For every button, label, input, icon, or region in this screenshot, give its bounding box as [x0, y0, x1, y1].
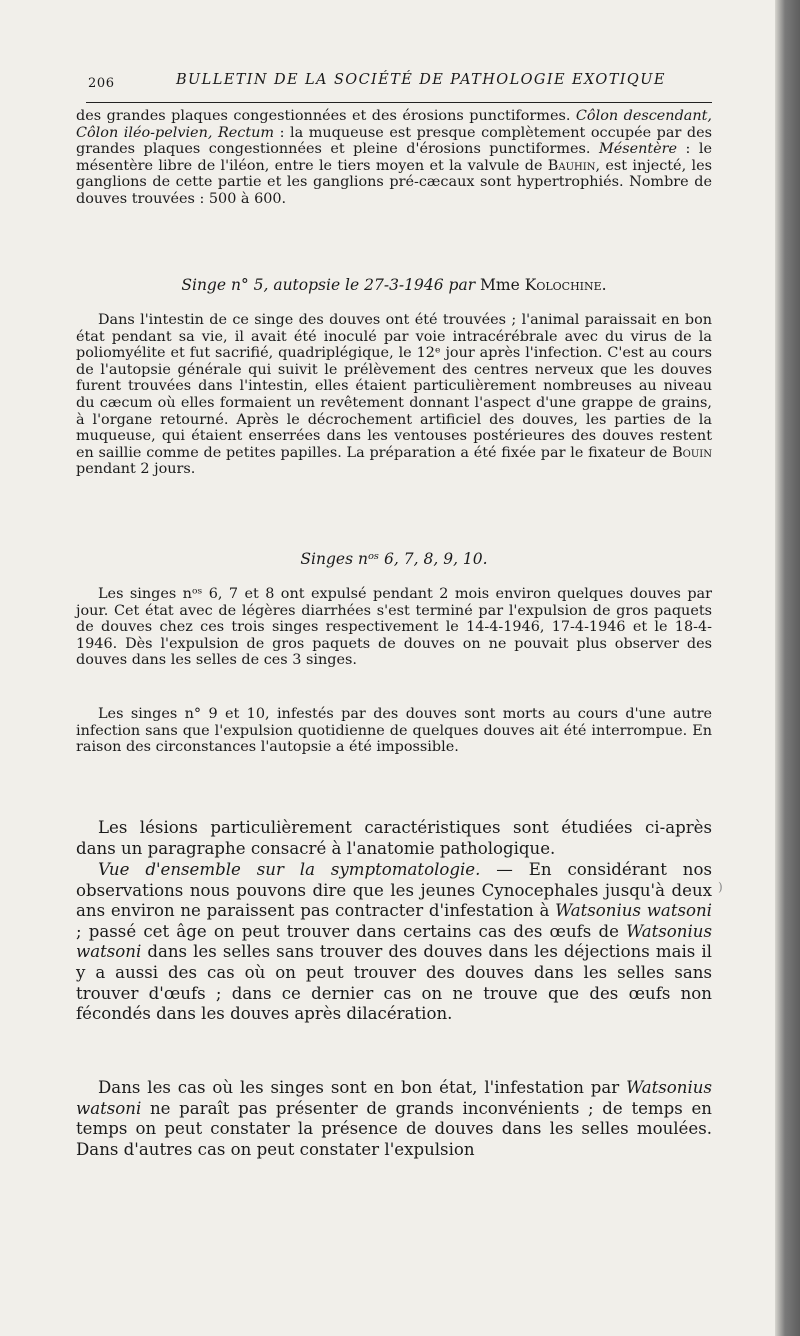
paragraph-cas — [76, 1078, 712, 1160]
paragraph-symptomatologie — [76, 860, 712, 1025]
singe5-text-1: Dans l'intestin de ce singe des douves ont été trouvées ; l'animal paraissait en bon état pendant sa vie, il avait été inoculé par voie intracérébrale avec du virus de la poliomyélite et fut sacrifié, quadriplégique, le 12ᵉ jour après l'infection. C'est au cours de l'autopsie générale qui suivit le prélèvement des centres nerveux que les douves furent trouvées dans l'intestin, elles étaient particulièrement nombreuses au niveau du cæcum où elles formaient un revêtement donnant l'aspect d'une grappe de grains, à l'organe retourné. Après le décrochement artificiel des douves, les parties de la muqueuse, qui étaient enserrées dans les ventouses postérieures des douves restent en saillie comme de petites papilles. La préparation a été fixée par le fixateur de — [76, 312, 712, 461]
intro-italic-1: Côlon descendant, Côlon iléo-pelvien, Rectum — [76, 108, 712, 141]
intro-text-1: des grandes plaques congestionnées et des érosions punctiformes. — [76, 108, 576, 124]
cas-text-2: ne paraît pas présenter de grands inconvénients ; de temps en temps on peut constater la présence de douves dans les selles moulées. Dans d'autres cas on peut constater l'expulsion — [76, 1098, 712, 1159]
paragraph-singes-b — [76, 706, 712, 756]
intro-text-4: , est injecté, les ganglions de cette partie et les ganglions pré-cæcaux sont hypertrophiés. Nombre de douves trouvées : 500 à 600. — [76, 157, 712, 207]
heading-singes-6-10-text: Singes nᵒˢ 6, 7, 8, 9, 10. — [300, 550, 488, 568]
heading-singes-6-10 — [76, 550, 712, 568]
intro-text-2: : la muqueuse est presque complètement occupée par des grandes plaques congestionnées et pleine d'érosions punctiformes. — [76, 124, 713, 158]
cas-text-1: Dans les cas où les singes sont en bon état, l'infestation par — [98, 1078, 627, 1097]
heading-singe-5-end: . — [601, 276, 607, 294]
vue-italic-2: Watsonius watsoni — [555, 901, 712, 921]
intro-italic-2: Mésentère — [598, 141, 678, 158]
journal-title: BULLETIN DE LA SOCIÉTÉ DE PATHOLOGIE EXOTIQUE — [176, 72, 666, 88]
paragraph-lesions — [76, 818, 712, 859]
paragraph-singes-a — [76, 586, 712, 669]
singe5-text-2: pendant 2 jours. — [76, 461, 196, 478]
margin-mark: ) — [718, 880, 723, 894]
vue-text-2: ; passé cet âge on peut trouver dans certains cas des œufs de — [76, 921, 627, 941]
page-number: 206 — [88, 76, 115, 91]
heading-singe-5 — [76, 276, 712, 294]
cas-italic-1: Watsonius watsoni — [76, 1078, 712, 1118]
heading-singe-5-text: Mme — [475, 276, 525, 294]
vue-italic-title: Vue d'ensemble sur la symptomatologie. — [98, 860, 481, 879]
vue-text-3: dans les selles sans trouver des douves dans les déjections mais il y a aussi des cas où on peut trouver des douves dans les selles sans trouver d'œufs ; dans ce dernier cas on ne trouve que des œufs non fécondés dans les douves après dilacération. — [76, 942, 712, 1024]
singes-b-text: Les singes n° 9 et 10, infestés par des douves sont morts au cours d'une autre infection sans que l'expulsion quotidienne de quelques douves ait été interrompue. En raison des circonstances l'autopsie a été impossible. — [76, 706, 712, 756]
lesions-text: Les lésions particulièrement caractéristiques sont étudiées ci-après dans un paragraphe consacré à l'anatomie pathologique. — [76, 818, 712, 858]
paragraph-singe-5 — [76, 312, 712, 478]
vue-text-1: — En considérant nos observations nous pouvons dire que les jeunes Cynocephales jusqu'à deux ans environ ne paraissent pas contracter d'infestation à — [76, 860, 712, 921]
singe5-name-bouin: Bouin — [672, 444, 712, 461]
vue-italic-3: Watsonius watsoni — [76, 921, 712, 962]
heading-singe-5-italic: Singe n° 5, autopsie le 27-3-1946 par — [181, 276, 476, 294]
page-edge-shadow — [775, 0, 800, 1336]
header-rule — [86, 102, 712, 103]
intro-name-bauhin: Bauhin — [547, 157, 596, 174]
paragraph-intro — [76, 108, 712, 208]
intro-text-3: : le mésentère libre de l'iléon, entre le tiers moyen et la valvule de — [76, 141, 712, 174]
heading-singe-5-author: Kolochine — [524, 276, 602, 294]
singes-a-text: Les singes nᵒˢ 6, 7 et 8 ont expulsé pendant 2 mois environ quelques douves par jour. Cet état avec de légères diarrhées s'est terminé par l'expulsion de gros paquets de douves chez ces trois singes respectivement le 14-4-1946, 17-4-1946 et le 18-4-1946. Dès l'expulsion de gros paquets de douves on ne pouvait plus observer des douves dans les selles de ces 3 singes. — [76, 586, 712, 669]
